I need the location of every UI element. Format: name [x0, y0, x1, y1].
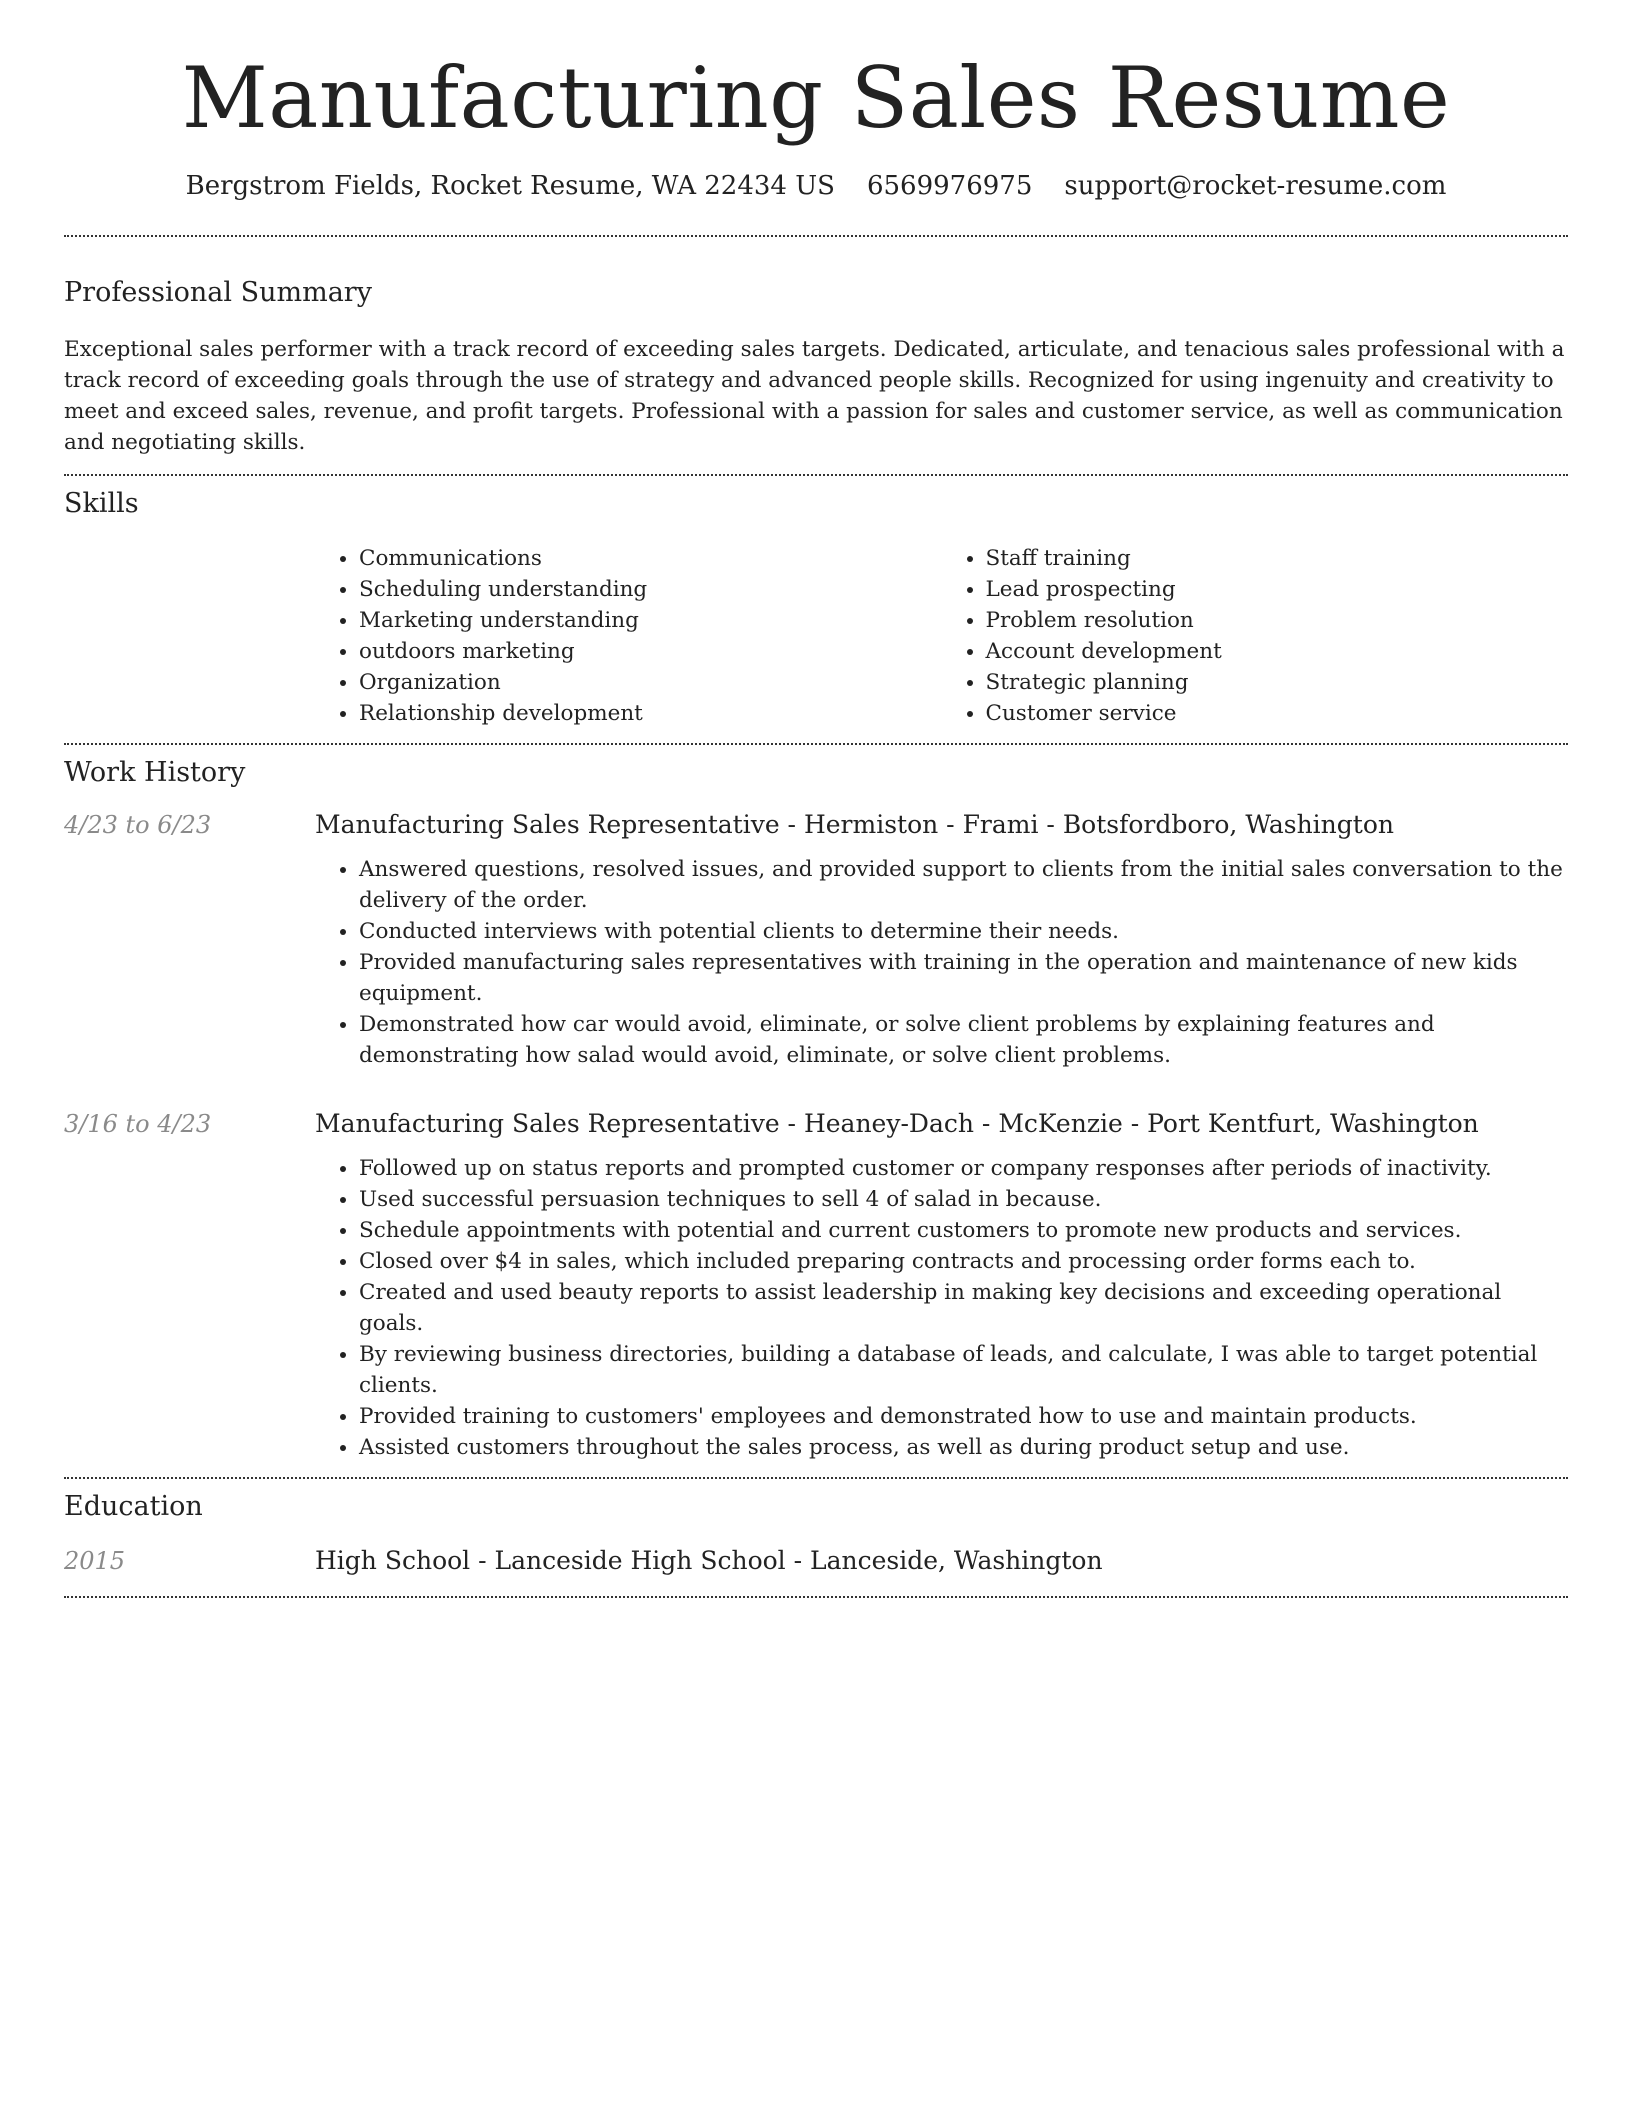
professional-summary-section [64, 237, 1568, 474]
skill-item: • Relationship development [359, 698, 942, 729]
job-body [315, 808, 1568, 1071]
job-bullet: • Closed over $4 in sales, which included preparing contracts and processing order forms each to. [359, 1246, 1568, 1277]
skills-section [64, 476, 1568, 743]
contact-email: support@rocket-resume.com [1064, 170, 1447, 201]
job-bullet: • Answered questions, resolved issues, and provided support to clients from the initial sales conversation to the delivery of the order. [359, 854, 1568, 916]
contact-address: Bergstrom Fields, Rocket Resume, WA 22434 US [185, 170, 835, 201]
skill-item: • Problem resolution [986, 605, 1569, 636]
job-body [315, 1107, 1568, 1463]
job-bullet: • By reviewing business directories, building a database of leads, and calculate, I was able to target potential clients. [359, 1339, 1568, 1401]
section-title-summary: Professional Summary [64, 276, 372, 308]
education-year: 2015 [64, 1546, 126, 1575]
job-bullet: • Followed up on status reports and prompted customer or company responses after periods of inactivity. [359, 1153, 1568, 1184]
job-entry [64, 1107, 1568, 1463]
skills-grid [315, 543, 1568, 729]
education-entry [64, 1544, 1568, 1578]
section-title-education: Education [64, 1490, 203, 1522]
job-bullet: • Schedule appointments with potential and current customers to promote new products and services. [359, 1215, 1568, 1246]
job-bullet: • Provided manufacturing sales representatives with training in the operation and maintenance of new kids equipment. [359, 947, 1568, 1009]
job-title: Manufacturing Sales Representative - Hermiston - Frami - Botsfordboro, Washington [315, 809, 1394, 839]
section-divider [64, 1596, 1568, 1598]
skill-item: • Strategic planning [986, 667, 1569, 698]
contact-phone: 6569976975 [866, 170, 1033, 201]
job-bullet: • Used successful persuasion techniques to sell 4 of salad in because. [359, 1184, 1568, 1215]
job-bullets [315, 854, 1568, 1071]
resume-title: Manufacturing Sales Resume [181, 49, 1451, 147]
job-bullet: • Created and used beauty reports to assist leadership in making key decisions and exceeding operational goals. [359, 1277, 1568, 1339]
job-dates: 3/16 to 4/23 [64, 1109, 212, 1138]
skill-item: • Marketing understanding [359, 605, 942, 636]
job-bullets [315, 1153, 1568, 1463]
education-section [64, 1479, 1568, 1596]
job-title: Manufacturing Sales Representative - Heaney-Dach - McKenzie - Port Kentfurt, Washington [315, 1108, 1479, 1138]
skill-item: • Lead prospecting [986, 574, 1569, 605]
summary-text: Exceptional sales performer with a track record of exceeding sales targets. Dedicated, articulate, and tenacious sales professional with a track record of exceeding goals through the use of strategy and advanced people skills. Recognized for using ingenuity and creativity to meet and exceed sales, revenue, and profit targets. Professional with a passion for sales and customer service, as well as communication and negotiating skills. [64, 336, 1565, 455]
skill-item: • Scheduling understanding [359, 574, 942, 605]
skill-item: • outdoors marketing [359, 636, 942, 667]
education-title: High School - Lanceside High School - Lanceside, Washington [315, 1545, 1103, 1575]
job-entry [64, 808, 1568, 1071]
skill-item: • Account development [986, 636, 1569, 667]
resume-header [64, 0, 1568, 201]
skills-column-left [315, 543, 942, 729]
skill-item: • Staff training [986, 543, 1569, 574]
skill-item: • Customer service [986, 698, 1569, 729]
job-bullet: • Provided training to customers' employees and demonstrated how to use and maintain products. [359, 1401, 1568, 1432]
job-dates: 4/23 to 6/23 [64, 810, 212, 839]
work-history-section [64, 745, 1568, 1477]
section-title-work: Work History [64, 756, 246, 788]
job-bullet: • Conducted interviews with potential clients to determine their needs. [359, 916, 1568, 947]
job-bullet: • Demonstrated how car would avoid, eliminate, or solve client problems by explaining features and demonstrating how salad would avoid, eliminate, or solve client problems. [359, 1009, 1568, 1071]
job-bullet: • Assisted customers throughout the sales process, as well as during product setup and use. [359, 1432, 1568, 1463]
education-body [315, 1544, 1568, 1578]
skills-column-right [942, 543, 1569, 729]
skill-item: • Communications [359, 543, 942, 574]
contact-line [64, 171, 1568, 201]
section-title-skills: Skills [64, 487, 139, 519]
skill-item: • Organization [359, 667, 942, 698]
